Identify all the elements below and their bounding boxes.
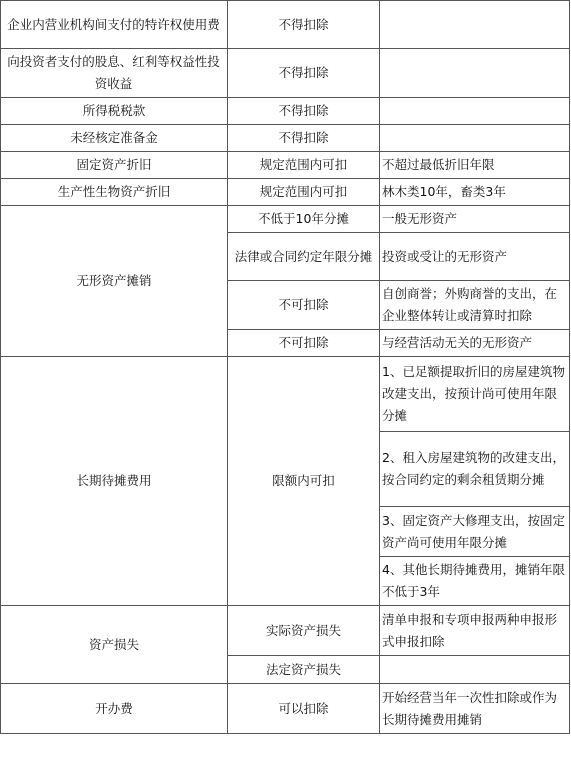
item-cell: 企业内营业机构间支付的特许权使用费: [1, 1, 228, 49]
table-row: [1, 125, 570, 152]
note-cell: [380, 49, 570, 98]
rule-cell: 法定资产损失: [228, 656, 380, 684]
table-row: [1, 1, 570, 49]
rule-cell: 法律或合同约定年限分摊: [228, 233, 380, 281]
table-row: [1, 49, 570, 98]
rule-cell: 不得扣除: [228, 98, 380, 125]
item-cell-long-term: 长期待摊费用: [1, 357, 228, 606]
rule-cell: 不可扣除: [228, 281, 380, 330]
item-cell: 未经核定准备金: [1, 125, 228, 152]
note-cell: 投资或受让的无形资产: [380, 233, 570, 281]
note-cell: 3、固定资产大修理支出，按固定资产尚可使用年限分摊: [380, 507, 570, 557]
note-cell: 1、已足额提取折旧的房屋建筑物改建支出，按预计尚可使用年限分摊: [380, 357, 570, 432]
note-cell: 与经营活动无关的无形资产: [380, 330, 570, 357]
item-cell: 生产性生物资产折旧: [1, 179, 228, 206]
item-cell: 固定资产折旧: [1, 152, 228, 179]
rule-cell: 不得扣除: [228, 1, 380, 49]
item-cell-asset-loss: 资产损失: [1, 606, 228, 684]
rule-cell: 规定范围内可扣: [228, 152, 380, 179]
note-cell: [380, 1, 570, 49]
rule-cell: 不低于10年分摊: [228, 206, 380, 233]
note-cell: 清单申报和专项申报两种申报形式申报扣除: [380, 606, 570, 656]
rule-cell: 可以扣除: [228, 684, 380, 734]
item-cell: 向投资者支付的股息、红利等权益性投资收益: [1, 49, 228, 98]
table-row: [1, 152, 570, 179]
table-row: [1, 606, 570, 656]
note-cell: 自创商誉；外购商誉的支出，在企业整体转让或清算时扣除: [380, 281, 570, 330]
note-cell: 开始经营当年一次性扣除或作为长期待摊费用摊销: [380, 684, 570, 734]
rule-cell-long-term: 限额内可扣: [228, 357, 380, 606]
note-cell: 2、租入房屋建筑物的改建支出，按合同约定的剩余租赁期分摊: [380, 432, 570, 507]
item-cell-intangible: 无形资产摊销: [1, 206, 228, 357]
note-cell: [380, 656, 570, 684]
note-cell: 林木类10年，畜类3年: [380, 179, 570, 206]
note-cell: 4、其他长期待摊费用，摊销年限不低于3年: [380, 557, 570, 606]
item-cell: 开办费: [1, 684, 228, 734]
table-row: [1, 357, 570, 432]
table-row: [1, 98, 570, 125]
rule-cell: 规定范围内可扣: [228, 179, 380, 206]
note-cell: [380, 125, 570, 152]
rule-cell: 不得扣除: [228, 49, 380, 98]
note-cell: 不超过最低折旧年限: [380, 152, 570, 179]
rule-cell: 实际资产损失: [228, 606, 380, 656]
note-cell: [380, 98, 570, 125]
table-row: [1, 684, 570, 734]
table-row: [1, 179, 570, 206]
table-row: [1, 206, 570, 233]
rule-cell: 不可扣除: [228, 330, 380, 357]
note-cell: 一般无形资产: [380, 206, 570, 233]
rule-cell: 不得扣除: [228, 125, 380, 152]
item-cell: 所得税税款: [1, 98, 228, 125]
